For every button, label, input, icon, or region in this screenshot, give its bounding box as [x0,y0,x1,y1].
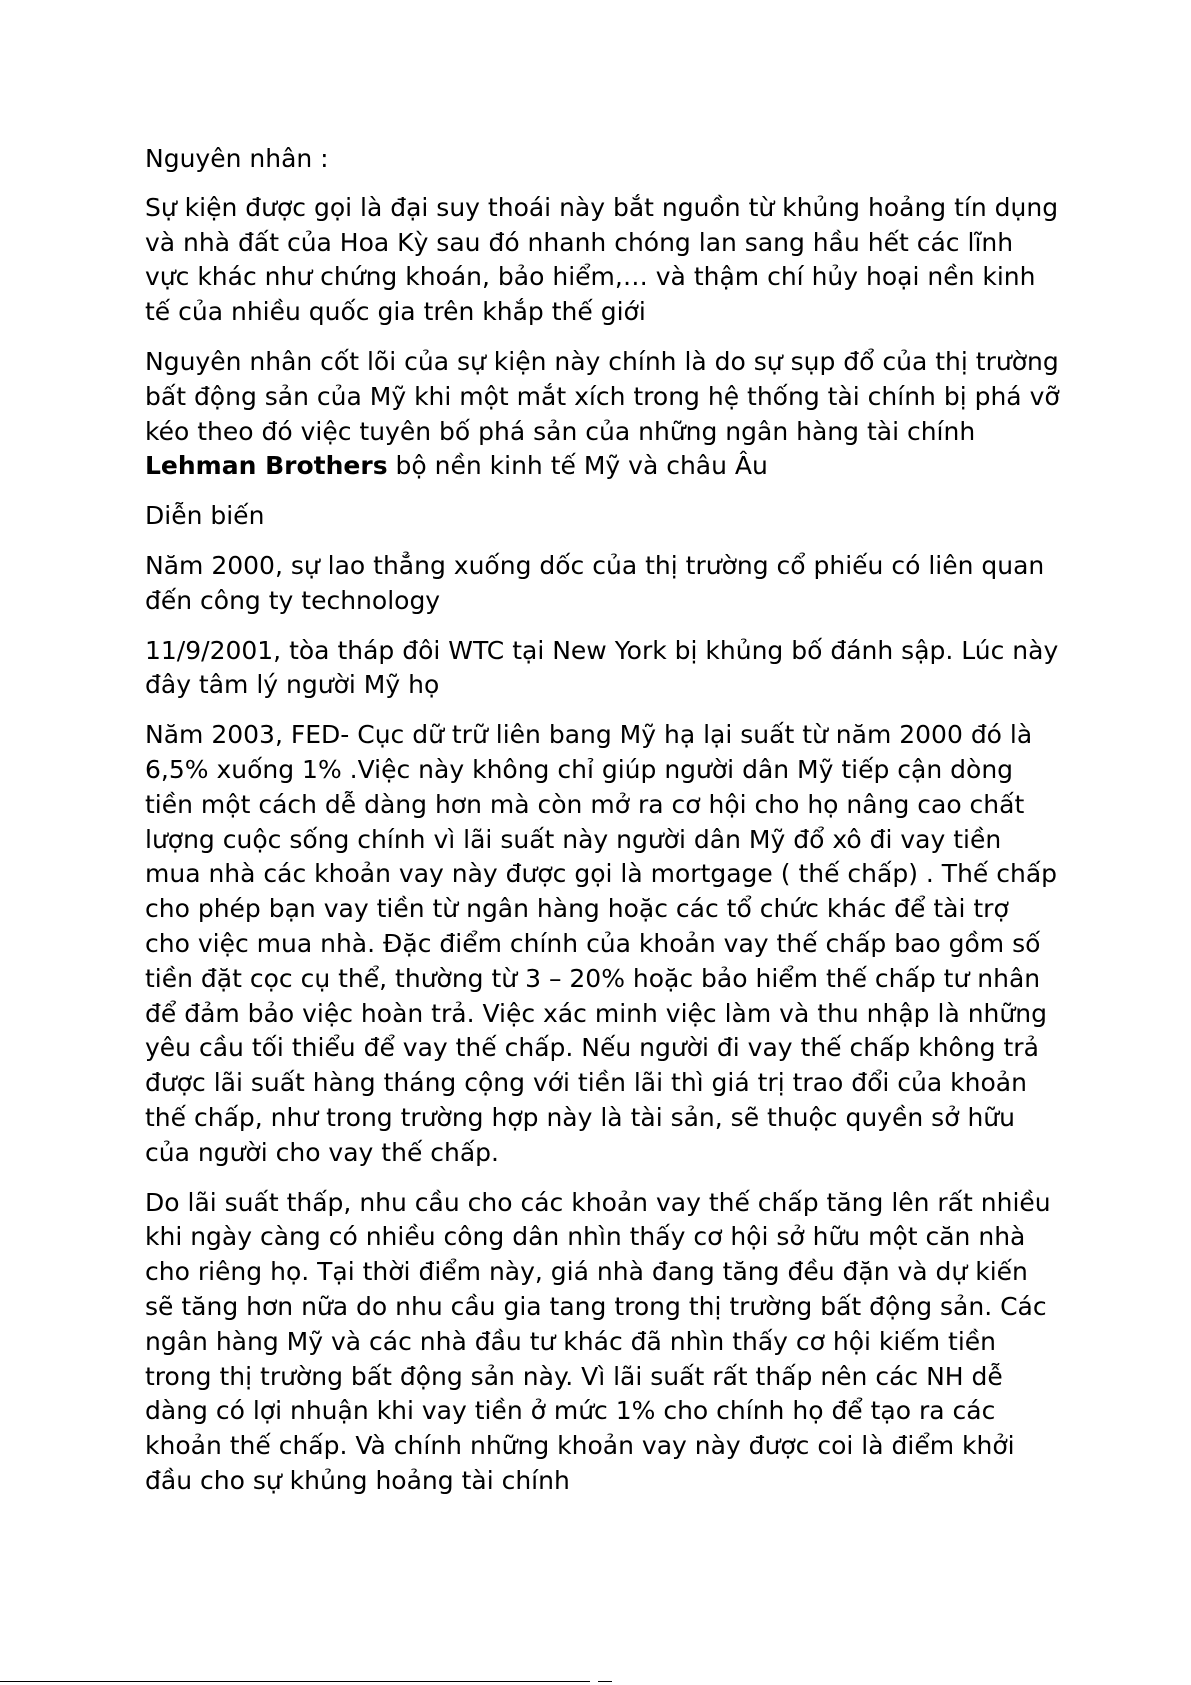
paragraph-low-interest: Do lãi suất thấp, nhu cầu cho các khoản vay thế chấp tăng lên rất nhiều khi ngày càng có nhiều công dân nhìn thấy cơ hội sở hữu một căn nhà cho riêng họ. Tại thời điểm này, giá nhà đang tăng đều đặn và dự kiến sẽ tăng hơn nữa do nhu cầu gia tang trong thị trường bất động sản. Các ngân hàng Mỹ và các nhà đầu tư khác đã nhìn thấy cơ hội kiếm tiền trong thị trường bất động sản này. Vì lãi suất rất thấp nên các NH dễ dàng có lợi nhuận khi vay tiền ở mức 1% cho chính họ để tạo ra các khoản thế chấp. Và chính những khoản vay này được coi là điểm khởi đầu cho sự khủng hoảng tài chính [145,1187,1051,1495]
document-body [145,142,1060,1514]
paragraph-cause-core-text: Nguyên nhân cốt lõi của sự kiện này chính là do sự sụp đổ của thị trường bất động sản của Mỹ khi một mắt xích trong hệ thống tài chính bị phá vỡ kéo theo đó việc tuyên bố phá sản của những ngân hàng tài chính [145,346,1060,446]
footnote-separator [0,1681,590,1682]
heading-progress: Diễn biến [145,501,265,531]
paragraph-year-2001: 11/9/2001, tòa tháp đôi WTC tại New York bị khủng bố đánh sập. Lúc này đây tâm lý người Mỹ họ [145,635,1059,700]
heading-cause: Nguyên nhân : [145,144,329,173]
bold-lehman-brothers: Lehman Brothers [145,451,388,481]
paragraph-year-2000: Năm 2000, sự lao thẳng xuống dốc của thị trường cổ phiếu có liên quan đến công ty technology [145,550,1045,615]
paragraph-year-2003: Năm 2003, FED- Cục dữ trữ liên bang Mỹ hạ lại suất từ năm 2000 đó là 6,5% xuống 1% .Việc này không chỉ giúp người dân Mỹ tiếp cận dòng tiền một cách dễ dàng hơn mà còn mở ra cơ hội cho họ nâng cao chất lượng cuộc sống chính vì lãi suất này người dân Mỹ đổ xô đi vay tiền mua nhà các khoản vay này được gọi là mortgage ( thế chấp) . Thế chấp cho phép bạn vay tiền từ ngân hàng hoặc các tổ chức khác để tài trợ cho việc mua nhà. Đặc điểm chính của khoản vay thế chấp bao gồm số tiền đặt cọc cụ thể, thường từ 3 – 20% hoặc bảo hiểm thế chấp tư nhân để đảm bảo việc hoàn trả. Việc xác minh việc làm và thu nhập là những yêu cầu tối thiểu để vay thế chấp. Nếu người đi vay thế chấp không trả được lãi suất hàng tháng cộng với tiền lãi thì giá trị trao đổi của khoản thế chấp, như trong trường hợp này là tài sản, sẽ thuộc quyền sở hữu của người cho vay thế chấp. [145,720,1058,1167]
paragraph-cause-core [145,345,1060,484]
footnote-separator-tick [598,1681,612,1682]
paragraph-cause-origin: Sự kiện được gọi là đại suy thoái này bắt nguồn từ khủng hoảng tín dụng và nhà đất của Hoa Kỳ sau đó nhanh chóng lan sang hầu hết các lĩnh vực khác như chứng khoán, bảo hiểm,… và thậm chí hủy hoại nền kinh tế của nhiều quốc gia trên khắp thế giới [145,192,1059,327]
paragraph-cause-core-tail: bộ nền kinh tế Mỹ và châu Âu [387,451,768,481]
